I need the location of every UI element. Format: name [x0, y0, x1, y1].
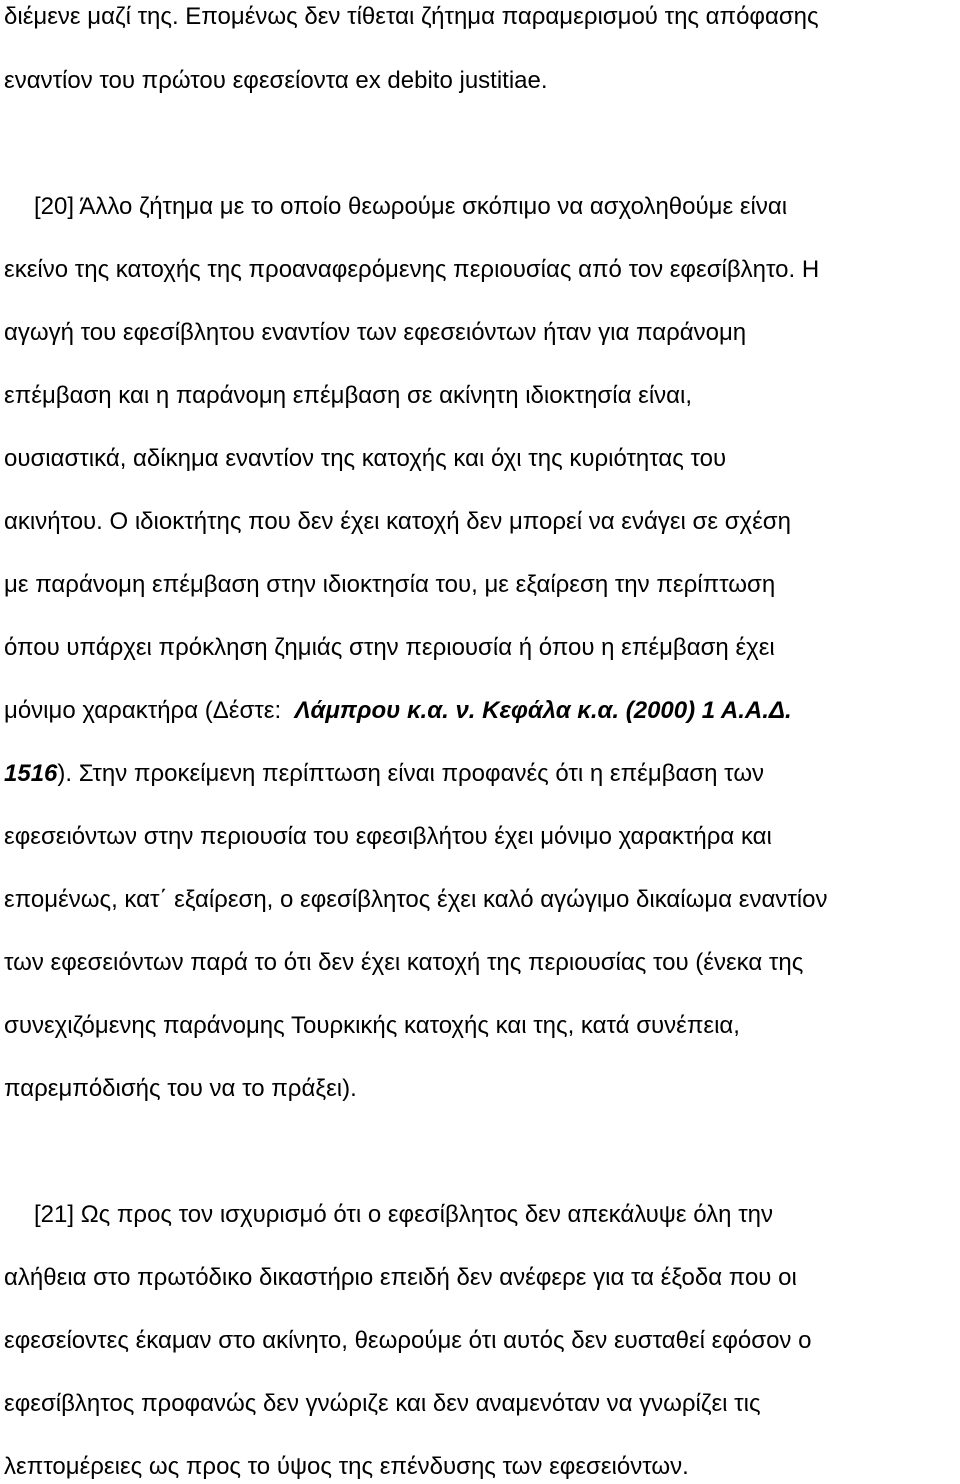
paragraph-21-first-line — [34, 1198, 956, 1232]
text-line — [4, 1009, 956, 1043]
text-segment: ). Στην προκείμενη περίπτωση είναι προφανές ότι η επέμβαση των — [57, 760, 765, 787]
text-segment: εναντίον του πρώτου εφεσείοντα ex debito justitiae. — [4, 67, 548, 94]
text-segment: μόνιμο χαρακτήρα (Δέστε: — [4, 697, 282, 724]
text-line — [4, 757, 956, 791]
text-line — [4, 1450, 956, 1484]
text-line — [4, 883, 956, 917]
text-line — [4, 568, 956, 602]
text-segment: διέμενε μαζί της. Επομένως δεν τίθεται ζήτημα παραμερισμού της απόφασης — [4, 3, 819, 30]
text-line — [4, 1387, 956, 1421]
case-citation-page: 1516 — [4, 760, 58, 787]
text-segment: των εφεσειόντων παρά το ότι δεν έχει κατοχή της περιουσίας του (ένεκα της — [4, 949, 804, 976]
text-line — [4, 1261, 956, 1295]
text-line — [4, 1072, 956, 1106]
text-segment: παρεμπόδισής του να το πράξει). — [4, 1075, 357, 1102]
text-line — [4, 0, 956, 34]
text-segment: εκείνο της κατοχής της προαναφερόμενης περιουσίας από τον εφεσίβλητο. Η — [4, 256, 820, 283]
text-segment: [21] Ως προς τον ισχυρισμό ότι ο εφεσίβλητος δεν απεκάλυψε όλη την — [34, 1201, 774, 1228]
text-segment: εφεσίβλητος προφανώς δεν γνώριζε και δεν αναμενόταν να γνωρίζει τις — [4, 1390, 761, 1417]
text-segment: συνεχιζόμενης παράνομης Τουρκικής κατοχής και της, κατά συνέπεια, — [4, 1012, 740, 1039]
text-segment: ακινήτου. Ο ιδιοκτήτης που δεν έχει κατοχή δεν μπορεί να ενάγει σε σχέση — [4, 508, 791, 535]
text-line — [4, 253, 956, 287]
text-line — [4, 442, 956, 476]
text-segment: επομένως, κατ΄ εξαίρεση, ο εφεσίβλητος έχει καλό αγώγιμο δικαίωμα εναντίον — [4, 886, 828, 913]
text-segment: [20] Άλλο ζήτημα με το οποίο θεωρούμε σκόπιμο να ασχοληθούμε είναι — [34, 193, 788, 220]
text-line — [4, 631, 956, 665]
text-segment: με παράνομη επέμβαση στην ιδιοκτησία του, με εξαίρεση την περίπτωση — [4, 571, 776, 598]
text-line — [4, 694, 956, 728]
text-line — [4, 946, 956, 980]
text-line — [4, 820, 956, 854]
paragraph-20-first-line — [34, 190, 956, 224]
text-segment: αλήθεια στο πρωτόδικο δικαστήριο επειδή δεν ανέφερε για τα έξοδα που οι — [4, 1264, 797, 1291]
text-segment: όπου υπάρχει πρόκληση ζημιάς στην περιουσία ή όπου η επέμβαση έχει — [4, 634, 775, 661]
text-segment: επέμβαση και η παράνομη επέμβαση σε ακίνητη ιδιοκτησία είναι, — [4, 382, 693, 409]
text-segment: ουσιαστικά, αδίκημα εναντίον της κατοχής και όχι της κυριότητας του — [4, 445, 727, 472]
text-segment: εφεσειόντων στην περιουσία του εφεσιβλήτου έχει μόνιμο χαρακτήρα και — [4, 823, 772, 850]
text-line — [4, 64, 956, 98]
text-segment: λεπτομέρειες ως προς το ύψος της επένδυσης των εφεσειόντων. — [4, 1453, 689, 1480]
text-line — [4, 1324, 956, 1358]
text-line — [4, 379, 956, 413]
text-segment: αγωγή του εφεσίβλητου εναντίον των εφεσειόντων ήταν για παράνομη — [4, 319, 747, 346]
text-line — [4, 316, 956, 350]
text-line — [4, 505, 956, 539]
text-segment: εφεσείοντες έκαμαν στο ακίνητο, θεωρούμε ότι αυτός δεν ευσταθεί εφόσον ο — [4, 1327, 812, 1354]
case-citation: Λάμπρου κ.α. ν. Κεφάλα κ.α. (2000) 1 Α.Α.Δ. — [294, 697, 792, 724]
